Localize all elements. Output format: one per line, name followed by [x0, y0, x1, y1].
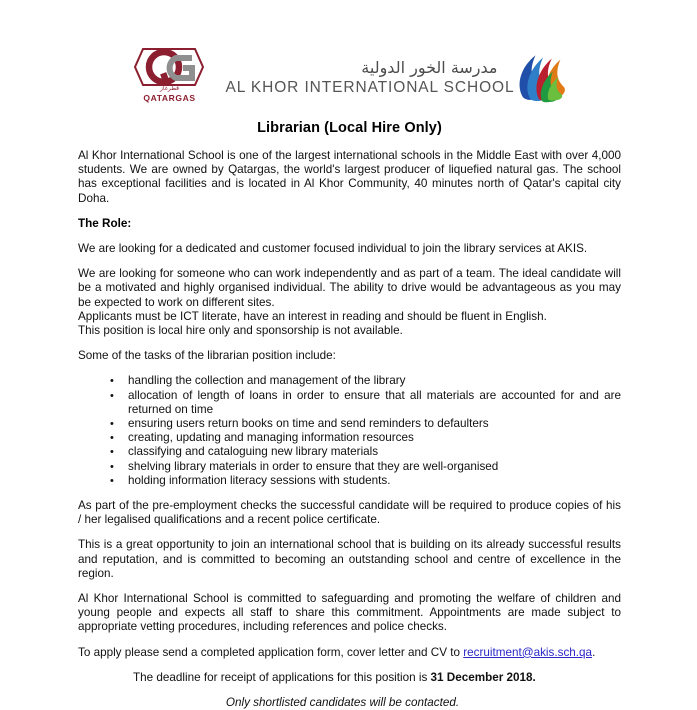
apply-instruction-text: To apply please send a completed application form, cover letter and CV to [78, 645, 464, 659]
akis-flame-icon [514, 51, 570, 103]
qatargas-monogram-icon [134, 48, 204, 86]
role-paragraph-1: We are looking for a dedicated and customer focused individual to join the library services at AKIS. [78, 242, 588, 256]
list-item: • ensuring users return books on time and send reminders to defaulters [78, 417, 621, 431]
tasks-intro: Some of the tasks of the librarian position include: [78, 349, 336, 363]
qatargas-arabic-wordmark: قطرغاز [160, 85, 179, 92]
school-name-block [225, 57, 515, 97]
apply-suffix-text: . [592, 645, 596, 659]
qatargas-logo [128, 48, 212, 106]
safeguarding-paragraph: Al Khor International School is committed to safeguarding and promoting the welfare of children and young people and expects all staff to share this commitment. Appointments are made subject to appropriate vetting procedures, including references and police checks. [78, 592, 621, 634]
role-paragraph-3: Applicants must be ICT literate, have an interest in reading and should be fluent in English. [78, 309, 547, 323]
apply-paragraph [78, 646, 621, 660]
role-paragraph-4: This position is local hire only and sponsorship is not available. [78, 324, 403, 338]
document-header [0, 44, 697, 110]
deadline-prefix-text: The deadline for receipt of applications for this position is [133, 670, 431, 684]
opportunity-paragraph: This is a great opportunity to join an international school that is building on its already successful results and reputation, and is committed to becoming an outstanding school and centre of excellence in the region. [78, 538, 621, 580]
tasks-list [78, 374, 621, 488]
list-item: • holding information literacy sessions with students. [78, 474, 621, 488]
pre-employment-checks-paragraph: As part of the pre-employment checks the successful candidate will be required to produce copies of his / her legalised qualifications and a recent police certificate. [78, 499, 621, 527]
list-item: • creating, updating and managing information resources [78, 431, 621, 445]
page-title: Librarian (Local Hire Only) [257, 120, 442, 136]
list-item: • handling the collection and management of the library [78, 374, 621, 388]
list-item: • shelving library materials in order to ensure that they are well-organised [78, 460, 621, 474]
closing-note: Only shortlisted candidates will be contacted. [225, 696, 460, 710]
intro-paragraph: Al Khor International School is one of the largest international schools in the Middle East with over 4,000 students. We are owned by Qatargas, the world's largest producer of liquefied natural gas. The school has exceptional facilities and is located in Al Khor Community, 40 minutes north of Qatar's capital city Doha. [78, 149, 621, 205]
list-item: • allocation of length of loans in order to ensure that all materials are accounted for and are returned on time [78, 389, 621, 417]
school-latin-name: AL KHOR INTERNATIONAL SCHOOL [225, 78, 515, 96]
school-arabic-name: مدرسة الخور الدولية [361, 57, 498, 77]
deadline-line [78, 671, 621, 685]
document-body [78, 120, 621, 710]
role-paragraph-2: We are looking for someone who can work independently and as part of a team. The ideal candidate will be a motivated and highly organised individual. The ability to drive would be advantageous as you may be expected to work on different sites. [78, 267, 621, 309]
deadline-date: 31 December 2018. [430, 670, 536, 684]
role-heading: The Role: [78, 216, 132, 230]
qatargas-latin-wordmark: QATARGAS [143, 93, 196, 103]
recruitment-email-link[interactable]: recruitment@akis.sch.qa [463, 645, 593, 659]
list-item: • classifying and cataloguing new library materials [78, 445, 621, 459]
